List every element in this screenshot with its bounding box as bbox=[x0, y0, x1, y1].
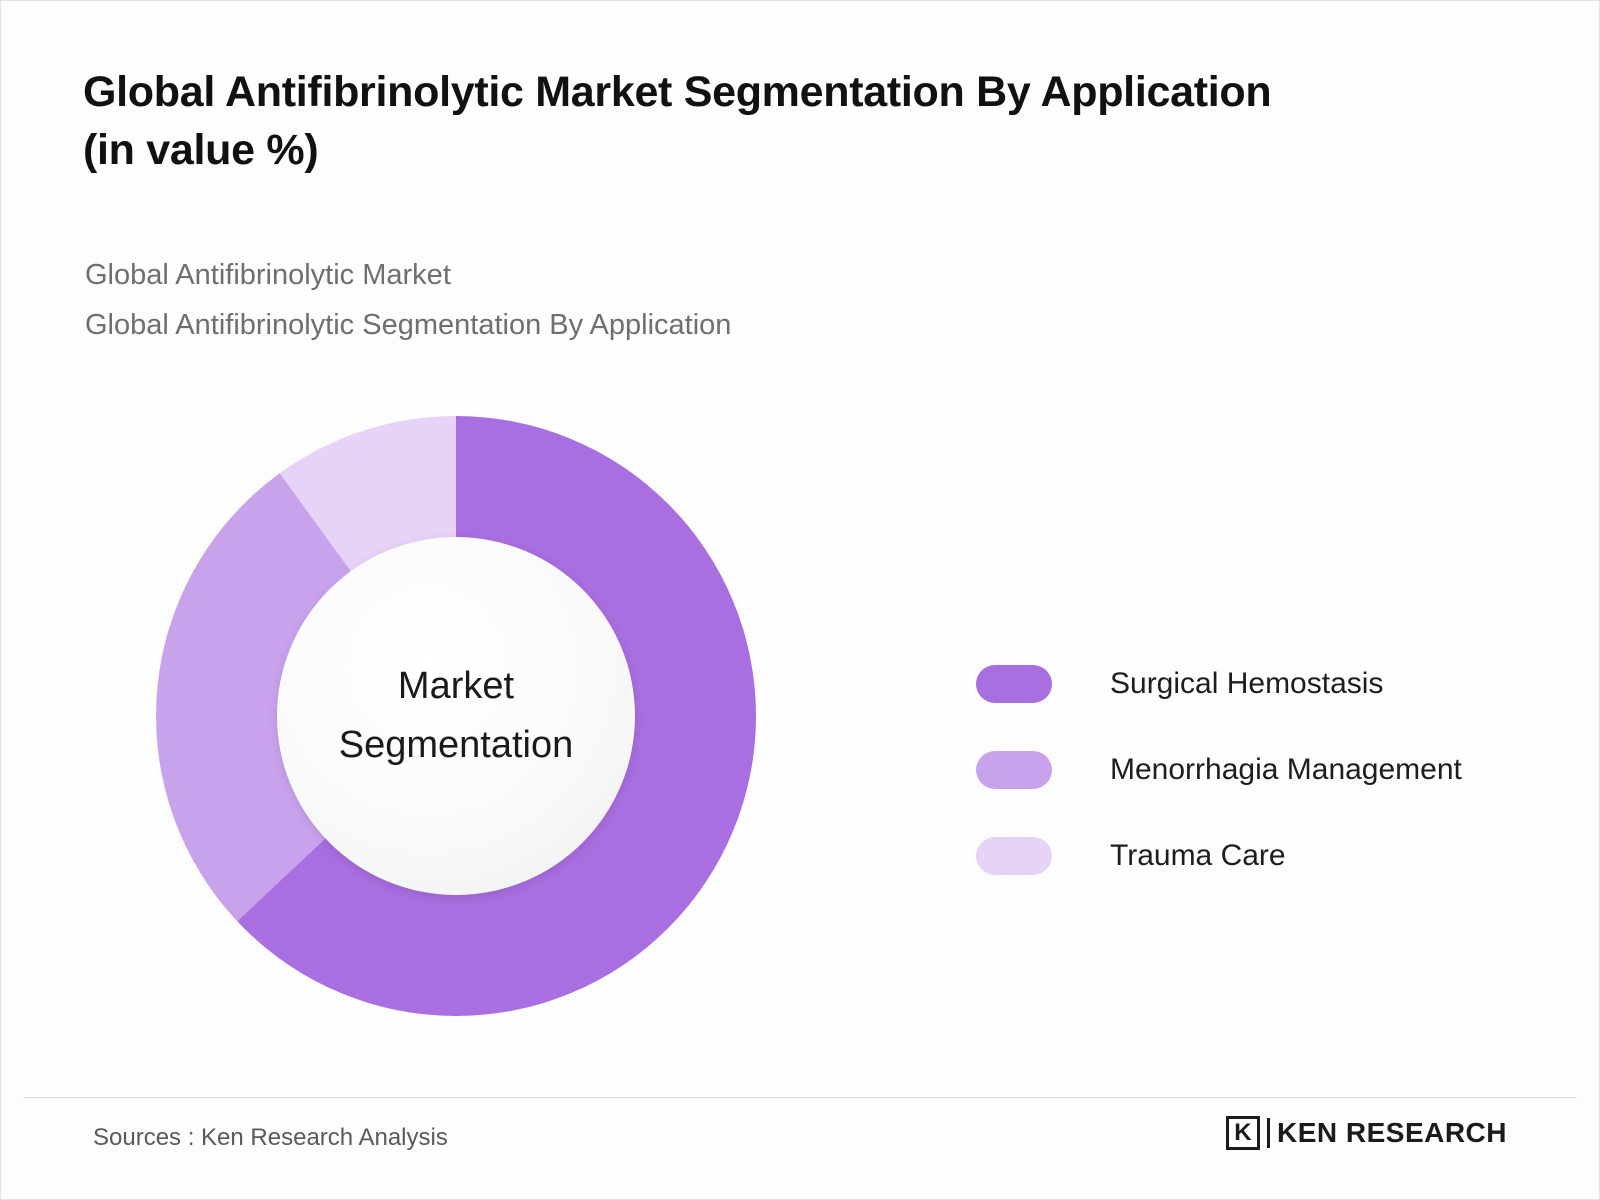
page-title: Global Antifibrinolytic Market Segmentation By Application (in value %) bbox=[83, 68, 1272, 175]
brand-name: KEN RESEARCH bbox=[1276, 1117, 1507, 1148]
legend-swatch-icon bbox=[976, 837, 1052, 875]
footer-divider bbox=[23, 1097, 1577, 1098]
brand-divider bbox=[1267, 1118, 1270, 1148]
legend-swatch-icon bbox=[976, 665, 1052, 703]
brand-mark-icon: K bbox=[1226, 1116, 1260, 1150]
legend-item-label: Menorrhagia Management bbox=[1110, 753, 1462, 786]
subtitle-line-2: Global Antifibrinolytic Segmentation By Application bbox=[85, 308, 732, 341]
legend-item[interactable] bbox=[976, 813, 1546, 899]
donut-center-line-1: Market bbox=[397, 665, 515, 708]
chart-legend bbox=[976, 641, 1546, 899]
legend-item-label: Trauma Care bbox=[1110, 839, 1286, 872]
donut-chart bbox=[156, 416, 766, 1026]
donut-center bbox=[277, 537, 635, 895]
donut-center-label bbox=[339, 657, 574, 775]
legend-item[interactable] bbox=[976, 727, 1546, 813]
donut-center-line-2: Segmentation bbox=[338, 724, 574, 766]
subtitle-block bbox=[85, 251, 1285, 351]
subtitle-line-1: Global Antifibrinolytic Market bbox=[85, 259, 451, 291]
legend-item-label: Surgical Hemostasis bbox=[1110, 667, 1384, 700]
legend-swatch-icon bbox=[976, 751, 1052, 789]
legend-item[interactable] bbox=[976, 641, 1546, 727]
brand-logo bbox=[1226, 1116, 1507, 1150]
sources-note: Sources : Ken Research Analysis bbox=[93, 1124, 448, 1151]
